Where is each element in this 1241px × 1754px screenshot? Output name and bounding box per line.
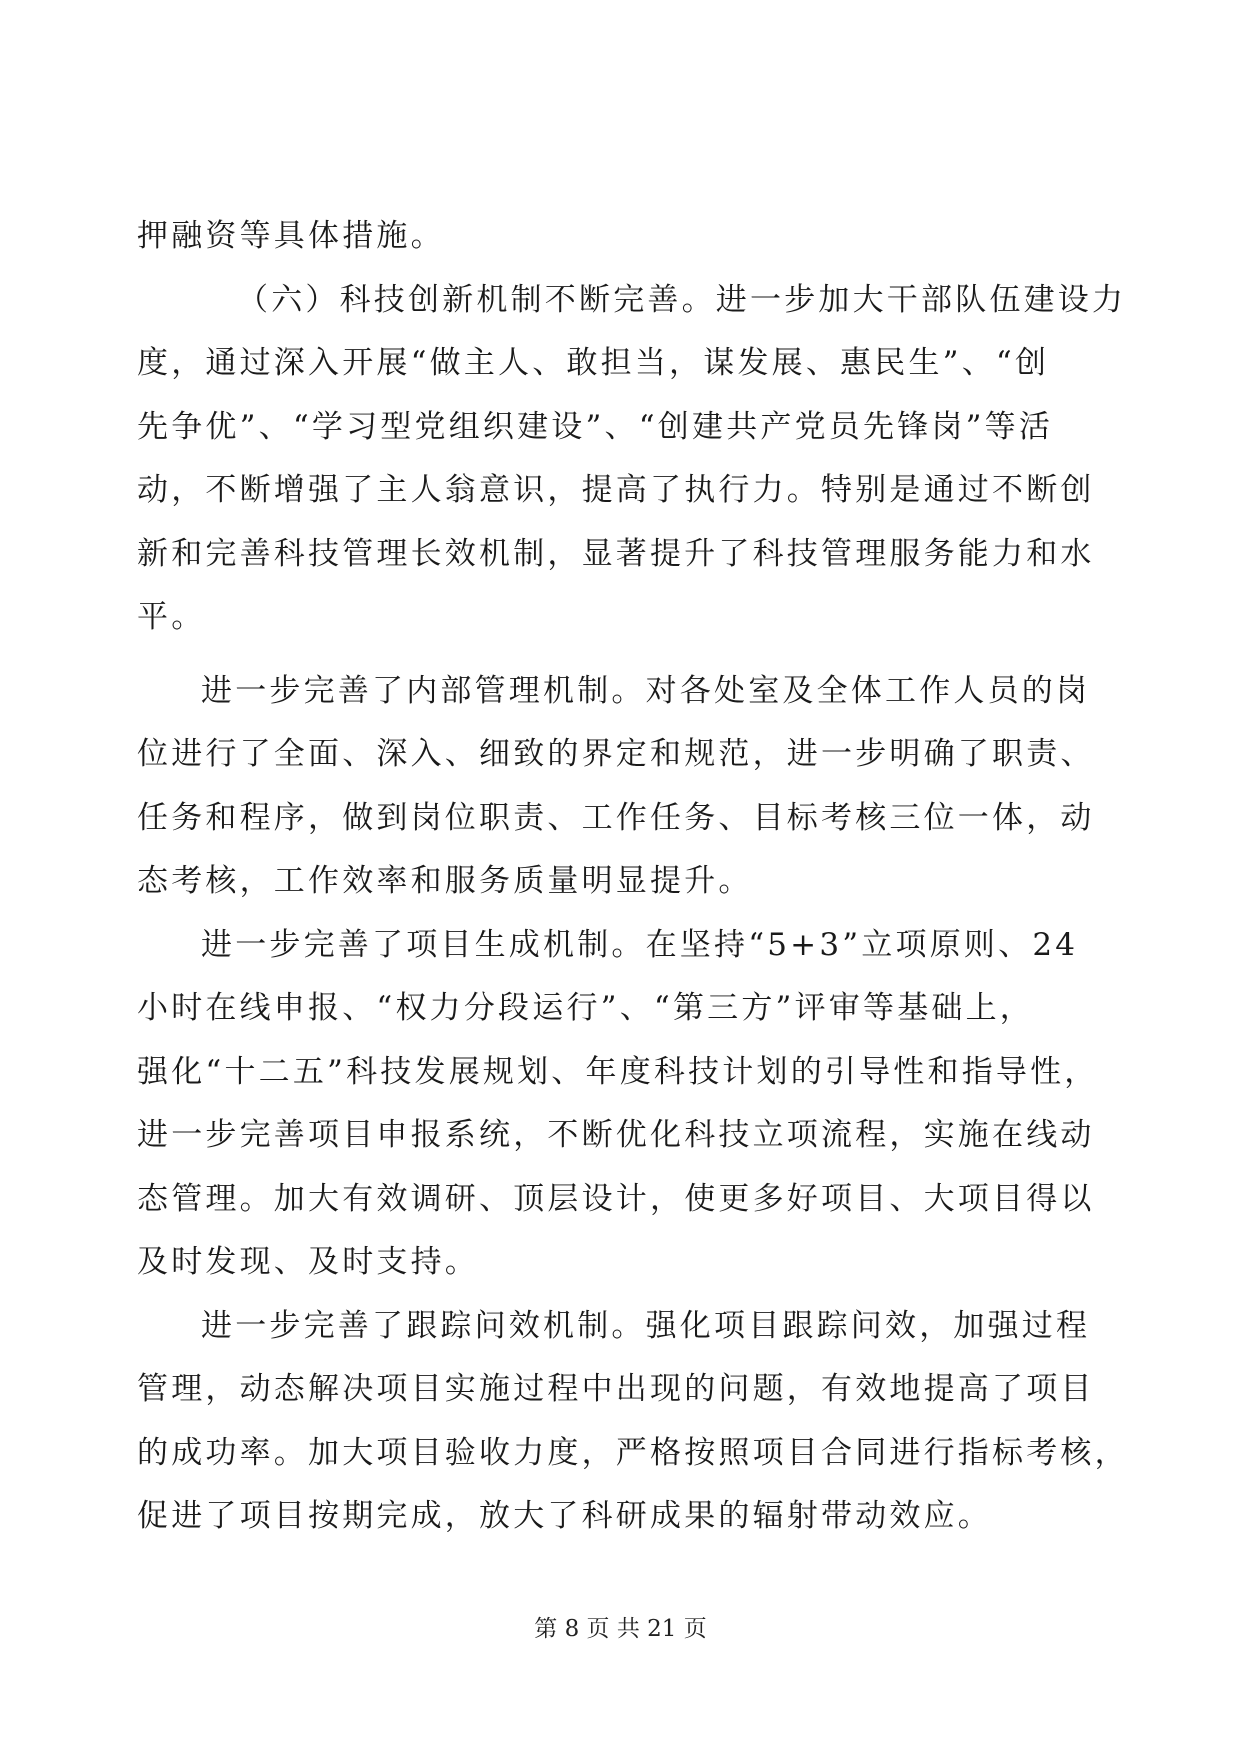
paragraph-start-line: 进一步完善了项目生成机制。在坚持“5+3”立项原则、24 [201,926,1079,963]
text-line: 强化“十二五”科技发展规划、年度科技计划的引导性和指导性， [137,1053,1099,1090]
paragraph-start-line: 进一步完善了内部管理机制。对各处室及全体工作人员的岗 [201,672,1091,709]
text-line: 态考核，工作效率和服务质量明显提升。 [137,863,753,899]
text-line: 平。 [137,599,206,635]
page-number-footer: 第 8 页 共 21 页 [534,1616,707,1642]
section-heading-line: （六）科技创新机制不断完善。进一步加大干部队伍建设力 [237,281,1127,318]
text-line: 押融资等具体措施。 [137,218,445,254]
text-line: 动，不断增强了主人翁意识，提高了执行力。特别是通过不断创 [137,472,1095,508]
text-line: 进一步完善项目申报系统，不断优化科技立项流程，实施在线动 [137,1117,1095,1153]
text-line: 促进了项目按期完成，放大了科研成果的辐射带动效应。 [137,1498,992,1534]
paragraph-start-line: 进一步完善了跟踪问效机制。强化项目跟踪问效，加强过程 [201,1307,1091,1344]
text-line: 新和完善科技管理长效机制，显著提升了科技管理服务能力和水 [137,535,1095,572]
text-line: 及时发现、及时支持。 [137,1244,479,1280]
text-line: 管理，动态解决项目实施过程中出现的问题，有效地提高了项目 [137,1371,1095,1407]
text-line: 位进行了全面、深入、细致的界定和规范，进一步明确了职责、 [137,736,1095,772]
text-line: 小时在线申报、“权力分段运行”、“第三方”评审等基础上， [137,990,1034,1026]
text-line: 先争优”、“学习型党组织建设”、“创建共产党员先锋岗”等活 [137,408,1054,445]
body-text [137,205,1129,1549]
text-line: 任务和程序，做到岗位职责、工作任务、目标考核三位一体，动 [137,799,1095,836]
text-line: 度，通过深入开展“做主人、敢担当，谋发展、惠民生”、“创 [137,345,1050,381]
text-line: 的成功率。加大项目验收力度，严格按照项目合同进行指标考核， [137,1434,1129,1471]
text-line: 态管理。加大有效调研、顶层设计，使更多好项目、大项目得以 [137,1180,1095,1217]
